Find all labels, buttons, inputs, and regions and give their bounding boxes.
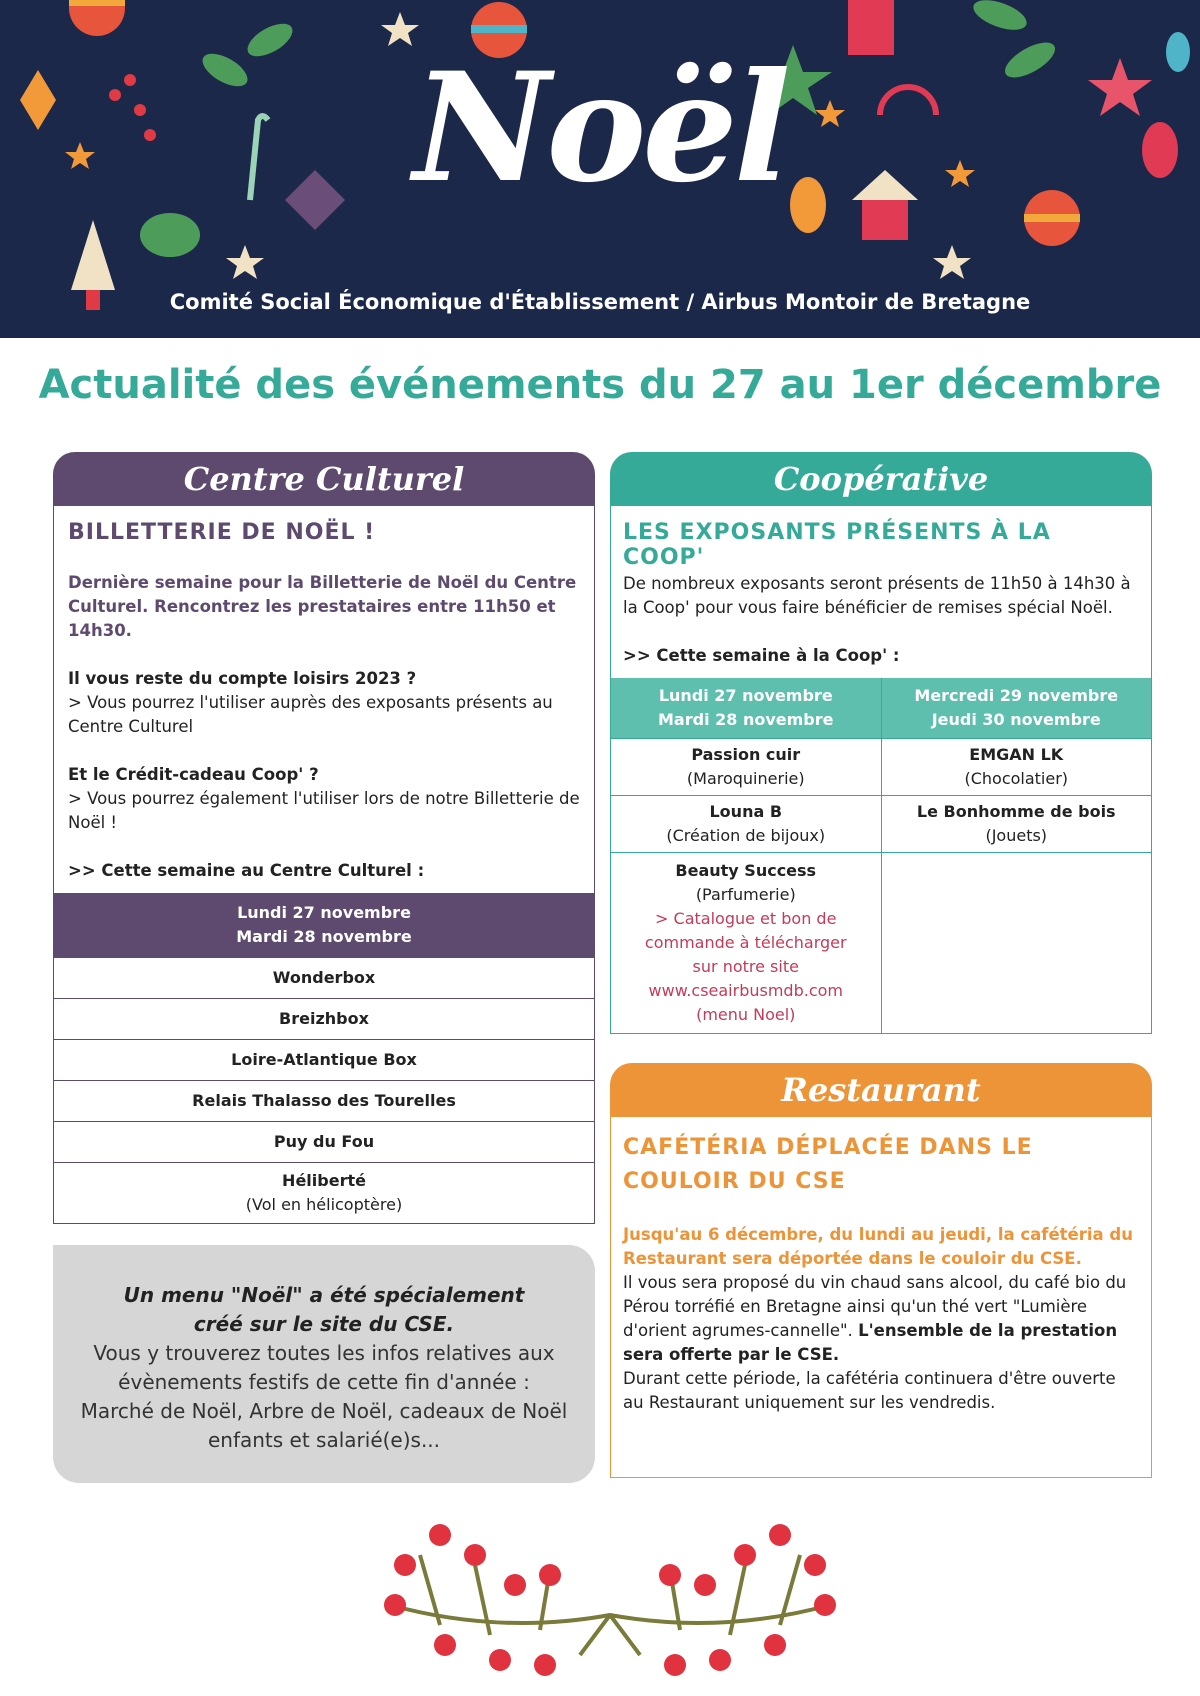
centre-culturel-header: Centre Culturel — [53, 452, 595, 506]
centre-question-2: Et le Crédit-cadeau Coop' ? — [68, 765, 319, 784]
exhibitor-detail: (Création de bijoux) — [666, 826, 826, 845]
exhibitor-name: Passion cuir — [691, 745, 801, 764]
header-subtitle: Comité Social Économique d'Établissement / Airbus Montoir de Bretagne — [169, 290, 1031, 314]
table-row: Breizhbox — [279, 1009, 369, 1028]
restaurant-header: Restaurant — [610, 1063, 1152, 1117]
restaurant-highlight: Jusqu'au 6 décembre, du lundi au jeudi, la cafétéria du Restaurant sera déportée dans le couloir du CSE. — [623, 1225, 1133, 1268]
centre-intro: Dernière semaine pour la Billetterie de Noël du Centre Culturel. Rencontrez les prestataires entre 11h50 et 14h30. — [68, 573, 577, 640]
centre-culturel-section — [53, 452, 595, 1224]
centre-week-label: >> Cette semaine au Centre Culturel : — [68, 861, 425, 880]
header-title: Noël — [413, 40, 787, 216]
table-row: Loire-Atlantique Box — [231, 1050, 417, 1069]
coop-week-label: >> Cette semaine à la Coop' : — [623, 646, 900, 665]
item-detail: (Vol en hélicoptère) — [245, 1195, 403, 1214]
centre-answer-1: > Vous pourrez l'utiliser auprès des exposants présents au Centre Culturel — [68, 693, 553, 736]
header-banner — [0, 0, 1200, 338]
exhibitor-name: Louna B — [709, 802, 783, 821]
cooperative-header: Coopérative — [610, 452, 1152, 506]
exhibitor-detail: (Jouets) — [985, 826, 1048, 845]
restaurant-text-1: Il vous sera proposé du vin chaud sans alcool, du café bio du Pérou torréfié en Bretagne ainsi qu'un thé vert "Lumière d'orient agrumes-cannelle". — [623, 1273, 1127, 1340]
exhibitor-name: Beauty Success — [675, 861, 817, 880]
coop-schedule-table — [611, 678, 1151, 1033]
day-label: Mercredi 29 novembre — [914, 686, 1119, 705]
restaurant-text-2: Durant cette période, la cafétéria continuera d'être ouverte au Restaurant uniquement sur les vendredis. — [623, 1369, 1116, 1412]
page-title: Actualité des événements du 27 au 1er décembre — [38, 362, 1162, 408]
exhibitor-name: EMGAN LK — [969, 745, 1064, 764]
restaurant-bold: L'ensemble de la prestation sera offerte par le CSE. — [623, 1321, 1118, 1364]
catalogue-link[interactable]: > Catalogue et bon de commande à télécharger sur notre site www.cseairbusmdb.com (menu Noel) — [644, 909, 847, 1024]
centre-schedule-table — [54, 893, 594, 1223]
menu-noel-note — [53, 1245, 595, 1483]
centre-answer-2: > Vous pourrez également l'utiliser lors de notre Billetterie de Noël ! — [68, 789, 580, 832]
day-label: Mardi 28 novembre — [658, 710, 834, 729]
item-name: Héliberté — [282, 1171, 366, 1190]
cooperative-section — [610, 452, 1152, 1034]
day-label: Lundi 27 novembre — [237, 903, 411, 922]
exhibitor-detail: (Chocolatier) — [964, 769, 1069, 788]
menu-note-title: Un menu "Noël" a été spécialement créé sur le site du CSE. — [123, 1283, 525, 1336]
day-label: Jeudi 30 novembre — [931, 710, 1101, 729]
exhibitor-name: Le Bonhomme de bois — [916, 802, 1116, 821]
menu-note-text: Vous y trouverez toutes les infos relatives aux évènements festifs de cette fin d'année : Marché de Noël, Arbre de Noël, cadeaux de Noël enfants et salarié(e)s... — [80, 1341, 568, 1452]
coop-intro: De nombreux exposants seront présents de 11h50 à 14h30 à la Coop' pour vous faire bénéficier de remises spécial Noël. — [623, 574, 1131, 617]
table-row: Wonderbox — [272, 968, 376, 987]
centre-heading: BILLETTERIE DE NOËL ! — [68, 520, 376, 545]
exhibitor-detail: (Maroquinerie) — [686, 769, 805, 788]
exhibitor-detail: (Parfumerie) — [695, 885, 796, 904]
day-label: Mardi 28 novembre — [236, 927, 412, 946]
table-row: Relais Thalasso des Tourelles — [192, 1091, 456, 1110]
restaurant-heading: CAFÉTÉRIA DÉPLACÉE DANS LE COULOIR DU CSE — [623, 1135, 1033, 1194]
centre-question-1: Il vous reste du compte loisirs 2023 ? — [68, 669, 417, 688]
berry-garland-icon — [380, 1515, 840, 1685]
day-label: Lundi 27 novembre — [658, 686, 833, 705]
coop-heading: LES EXPOSANTS PRÉSENTS À LA COOP' — [623, 520, 1051, 570]
restaurant-section — [610, 1063, 1152, 1478]
table-row: Puy du Fou — [273, 1132, 375, 1151]
